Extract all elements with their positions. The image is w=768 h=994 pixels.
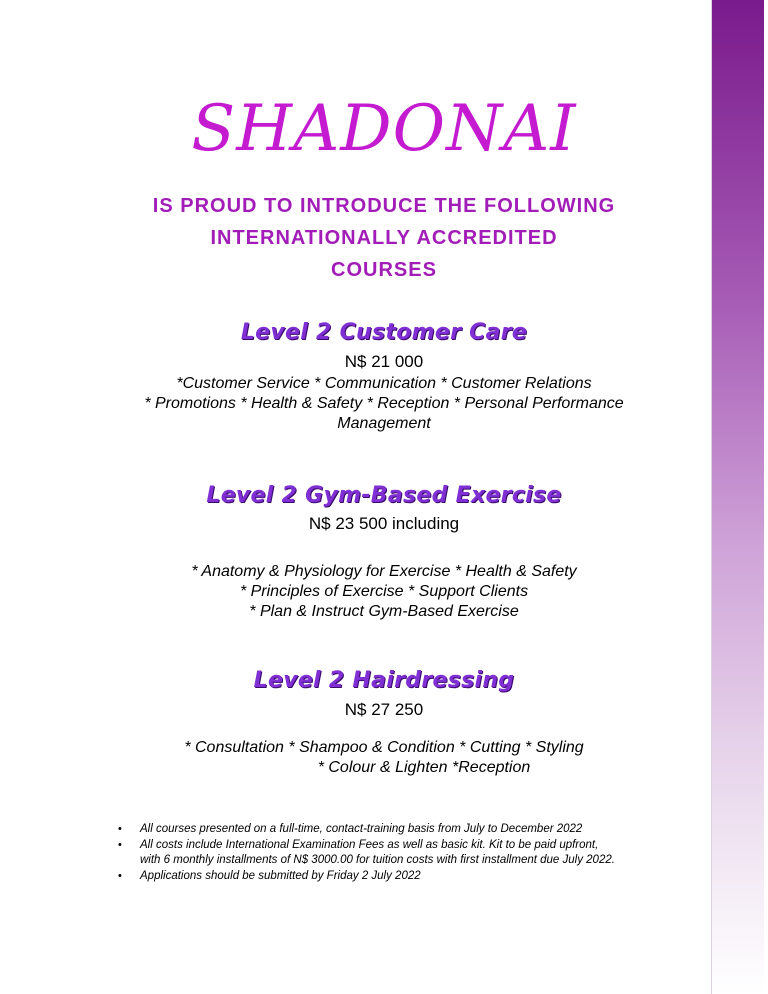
note-line: All courses presented on a full-time, contact-training basis from July to December 2022 xyxy=(140,823,583,835)
brand-title: SHADONAI xyxy=(191,92,577,166)
topic-line: * Principles of Exercise * Support Clients xyxy=(239,583,529,600)
topic-line: * Anatomy & Physiology for Exercise * Health & Safety xyxy=(191,563,577,580)
bullet-icon: • xyxy=(118,839,122,851)
topic-line: * Consultation * Shampoo & Condition * Cutting * Styling xyxy=(184,739,584,756)
note-line: All costs include International Examination Fees as well as basic kit. Kit to be paid upfront, xyxy=(140,839,599,851)
intro-line: COURSES xyxy=(331,259,437,281)
note-item xyxy=(118,822,698,837)
intro-line: IS PROUD TO INTRODUCE THE FOLLOWING xyxy=(152,195,616,217)
bullet-icon: • xyxy=(118,870,122,882)
course-title-gym-based-exercise: Level 2 Gym-Based Exercise xyxy=(206,483,562,508)
note-item xyxy=(118,838,698,868)
note-item xyxy=(118,869,698,884)
course-price-hairdressing: N$ 27 250 xyxy=(344,700,424,719)
topic-line: * Colour & Lighten *Reception xyxy=(317,759,531,776)
bullet-icon: • xyxy=(118,823,122,835)
topic-line: * Plan & Instruct Gym-Based Exercise xyxy=(249,603,519,620)
note-line: Applications should be submitted by Friday 2 July 2022 xyxy=(140,870,421,882)
intro-heading xyxy=(0,190,768,286)
course-price-customer-care: N$ 21 000 xyxy=(344,352,424,371)
topic-line: * Promotions * Health & Safety * Reception * Personal Performance xyxy=(144,395,624,412)
course-topics-hairdressing xyxy=(0,738,768,778)
course-topics-gym-based-exercise xyxy=(0,562,768,622)
intro-line: INTERNATIONALLY ACCREDITED xyxy=(210,227,558,249)
course-title-hairdressing: Level 2 Hairdressing xyxy=(253,668,515,693)
notes-list xyxy=(118,822,698,885)
course-topics-customer-care xyxy=(0,374,768,434)
course-price-gym-based-exercise: N$ 23 500 including xyxy=(308,514,460,533)
topic-line: *Customer Service * Communication * Customer Relations xyxy=(176,375,592,392)
course-title-customer-care: Level 2 Customer Care xyxy=(240,320,528,345)
note-line: with 6 monthly installments of N$ 3000.00 for tuition costs with first installment due July 2022. xyxy=(140,854,615,866)
topic-line: Management xyxy=(337,415,431,432)
